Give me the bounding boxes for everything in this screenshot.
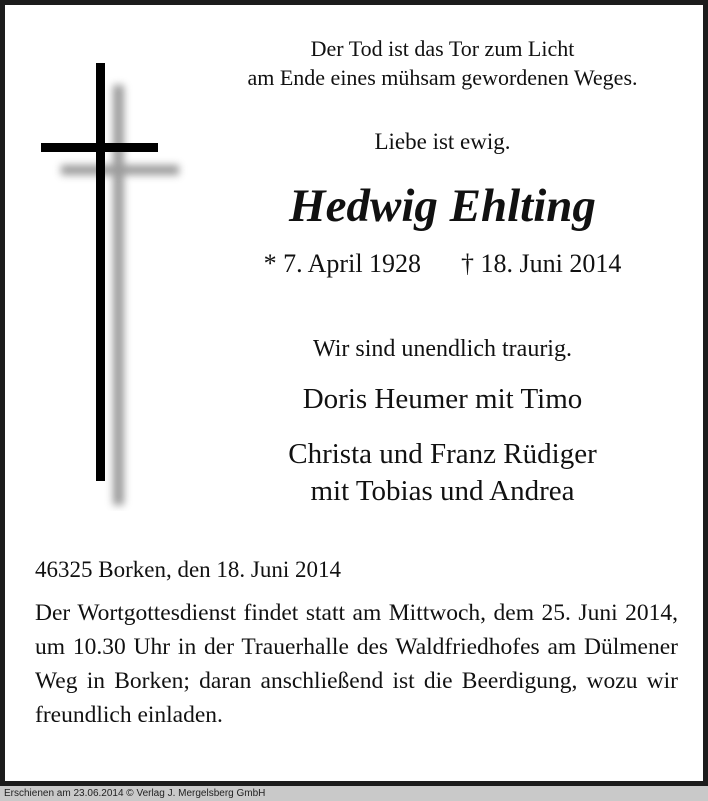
life-dates — [210, 247, 675, 281]
sorrow-line: Wir sind unendlich traurig. — [313, 336, 572, 362]
quote-line-1: Der Tod ist das Tor zum Licht — [310, 36, 575, 61]
quote — [210, 34, 675, 92]
place-date: 46325 Borken, den 18. Juni 2014 — [35, 557, 342, 582]
publication-footer: Erschienen am 23.06.2014 © Verlag J. Mergelsberg GmbH — [0, 786, 708, 801]
mourner-group — [210, 436, 675, 510]
deceased-name: Hedwig Ehlting — [289, 180, 596, 232]
birth-date: * 7. April 1928 — [263, 249, 422, 278]
love-line: Liebe ist ewig. — [374, 129, 511, 154]
death-date: † 18. Juni 2014 — [461, 249, 622, 278]
mourner-line: Christa und Franz Rüdiger — [288, 438, 597, 470]
mourner-line: Doris Heumer mit Timo — [302, 383, 583, 415]
quote-line-2: am Ende eines mühsam gewordenen Weges. — [247, 65, 638, 90]
service-announcement: Der Wortgottesdienst findet statt am Mittwoch, dem 25. Juni 2014, um 10.30 Uhr in der Trauerhalle des Waldfriedhofes am Dülmener Weg in Borken; daran anschließend ist die Beerdigung, wozu wir freundlich einladen. — [35, 600, 678, 728]
cross-icon — [39, 61, 189, 511]
mourner-line: mit Tobias und Andrea — [310, 475, 575, 507]
mourner-group — [210, 381, 675, 418]
